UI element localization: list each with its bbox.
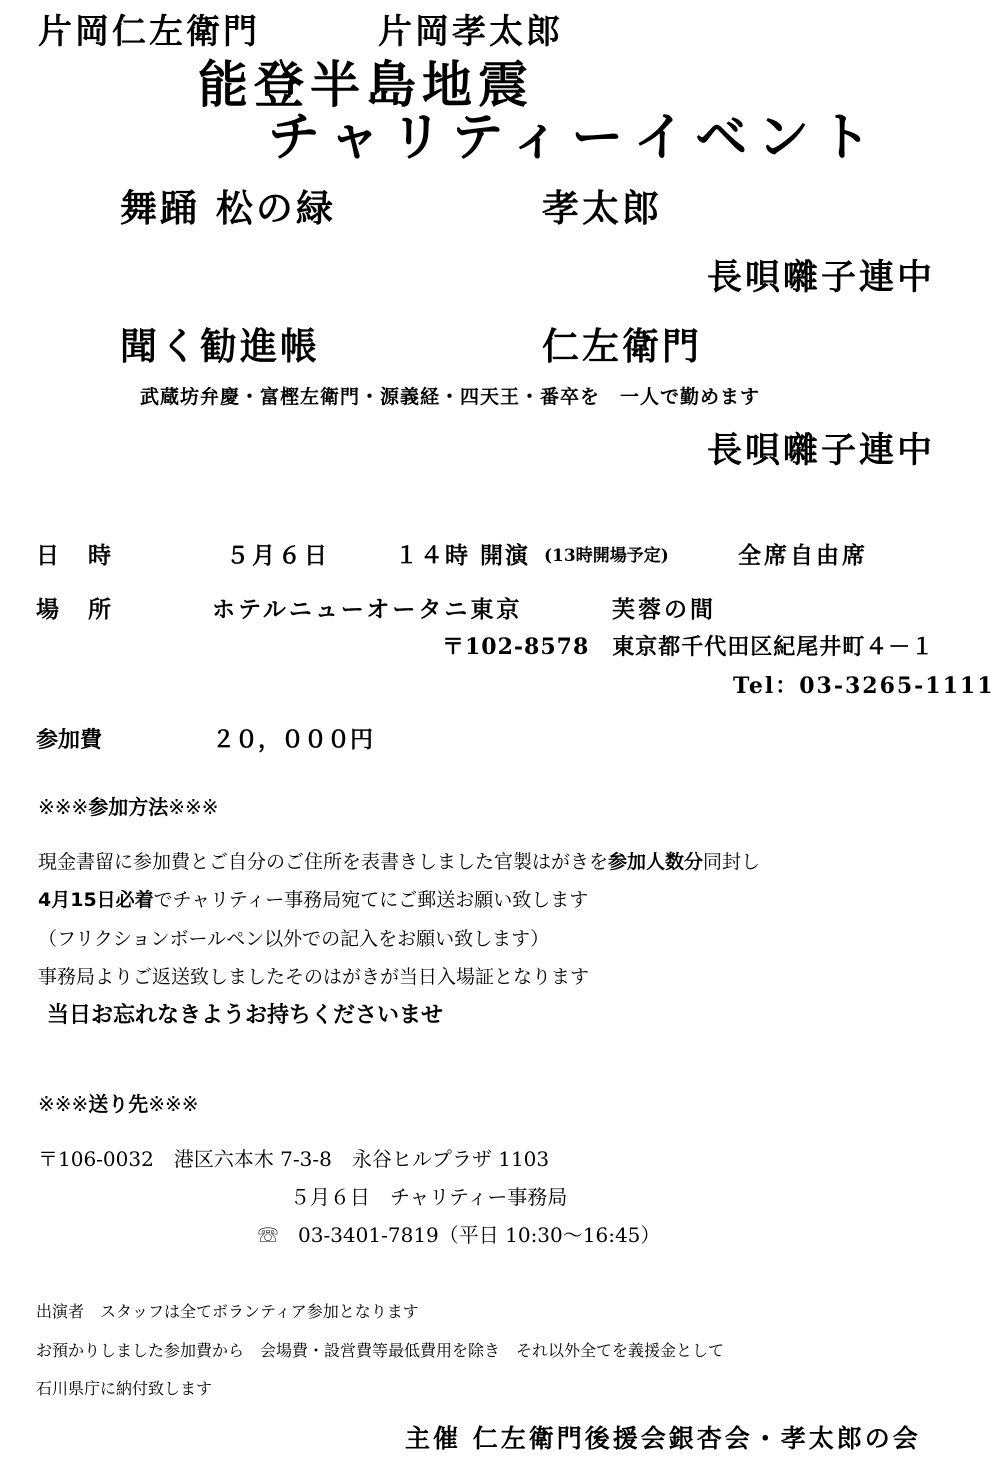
performer-nizaemon: 片岡仁左衛門 <box>38 12 260 52</box>
method-deadline: 4月15日必着 <box>38 889 154 911</box>
send-heading-text: 送り先 <box>88 1092 149 1116</box>
method-line-1-a: 現金書留に参加費とご自分のご住所を表書きしました官製はがきを <box>38 851 609 873</box>
door-open-time: (13時開場予定) <box>544 546 669 566</box>
send-phone-line <box>258 1225 660 1245</box>
method-heading-marks-right: ※※※ <box>168 795 219 819</box>
start-time: １４時 開演 <box>395 542 531 569</box>
method-line-1-c: 同封し <box>703 851 761 873</box>
method-line-2 <box>38 891 588 910</box>
venue-name: ホテルニューオータニ東京 <box>212 596 523 623</box>
program-2-ensemble: 長唄囃子連中 <box>707 430 936 471</box>
notes-line-1: 出演者 スタッフは全てボランティア参加となります <box>36 1302 419 1321</box>
method-line-5: 当日お忘れなきようお持ちくださいませ <box>47 1003 444 1028</box>
method-line-4: 事務局よりご返送致しましたそのはがきが当日入場証となります <box>38 966 590 988</box>
date-label: 日 時 <box>36 542 114 569</box>
send-office: ５月６日 チャリティー事務局 <box>290 1185 568 1209</box>
seating: 全席自由席 <box>738 542 868 569</box>
program-1-performer: 孝太郎 <box>542 186 662 230</box>
send-heading-marks-left: ※※※ <box>38 1092 89 1116</box>
method-heading-text: 参加方法 <box>88 795 169 819</box>
method-line-1-emphasis: 参加人数分 <box>608 851 704 873</box>
fee-label: 参加費 <box>36 727 103 753</box>
method-heading <box>38 797 219 817</box>
date-value: ５月６日 <box>226 542 330 569</box>
fee-value: ２０，０００円 <box>212 726 373 753</box>
program-2-title: 聞く勧進帳 <box>120 324 320 368</box>
venue-tel: Tel：03-3265-1111 <box>733 673 995 699</box>
send-heading-marks-right: ※※※ <box>148 1092 199 1116</box>
program-1-title: 舞踊 松の緑 <box>120 186 336 230</box>
phone-icon: ☏ <box>258 1223 278 1247</box>
notes-line-3: 石川県庁に納付致します <box>36 1379 213 1398</box>
venue-label: 場 所 <box>36 596 114 623</box>
organizer: 主催 仁左衛門後援会銀杏会・孝太郎の会 <box>405 1424 921 1453</box>
event-title-line2: チャリティーイベント <box>268 107 882 168</box>
program-2-performer: 仁左衛門 <box>542 324 702 368</box>
venue-address: 〒102-8578 東京都千代田区紀尾井町４－１ <box>442 634 935 660</box>
method-line-2-b: でチャリティー事務局宛てにご郵送お願い致します <box>153 889 589 911</box>
send-heading <box>38 1094 199 1114</box>
performer-kotaro: 片岡孝太郎 <box>378 12 563 52</box>
method-heading-marks-left: ※※※ <box>38 795 89 819</box>
venue-room: 芙蓉の間 <box>612 596 716 623</box>
send-address: 〒106-0032 港区六本木 7-3-8 永谷ヒルプラザ 1103 <box>38 1147 550 1171</box>
event-title-line1: 能登半島地震 <box>198 55 534 114</box>
method-line-3: （フリクションボールペン以外での記入をお願い致します） <box>38 928 550 950</box>
notes-line-2: お預かりしました参加費から 会場費・設営費等最低費用を除き それ以外全てを義援金として <box>36 1341 725 1360</box>
method-line-1 <box>38 853 760 872</box>
send-phone: 03-3401-7819（平日 10:30～16:45） <box>298 1223 661 1247</box>
program-2-note: 武蔵坊弁慶・富樫左衛門・源義経・四天王・番卒を 一人で勤めます <box>140 386 761 408</box>
program-1-ensemble: 長唄囃子連中 <box>707 257 936 298</box>
